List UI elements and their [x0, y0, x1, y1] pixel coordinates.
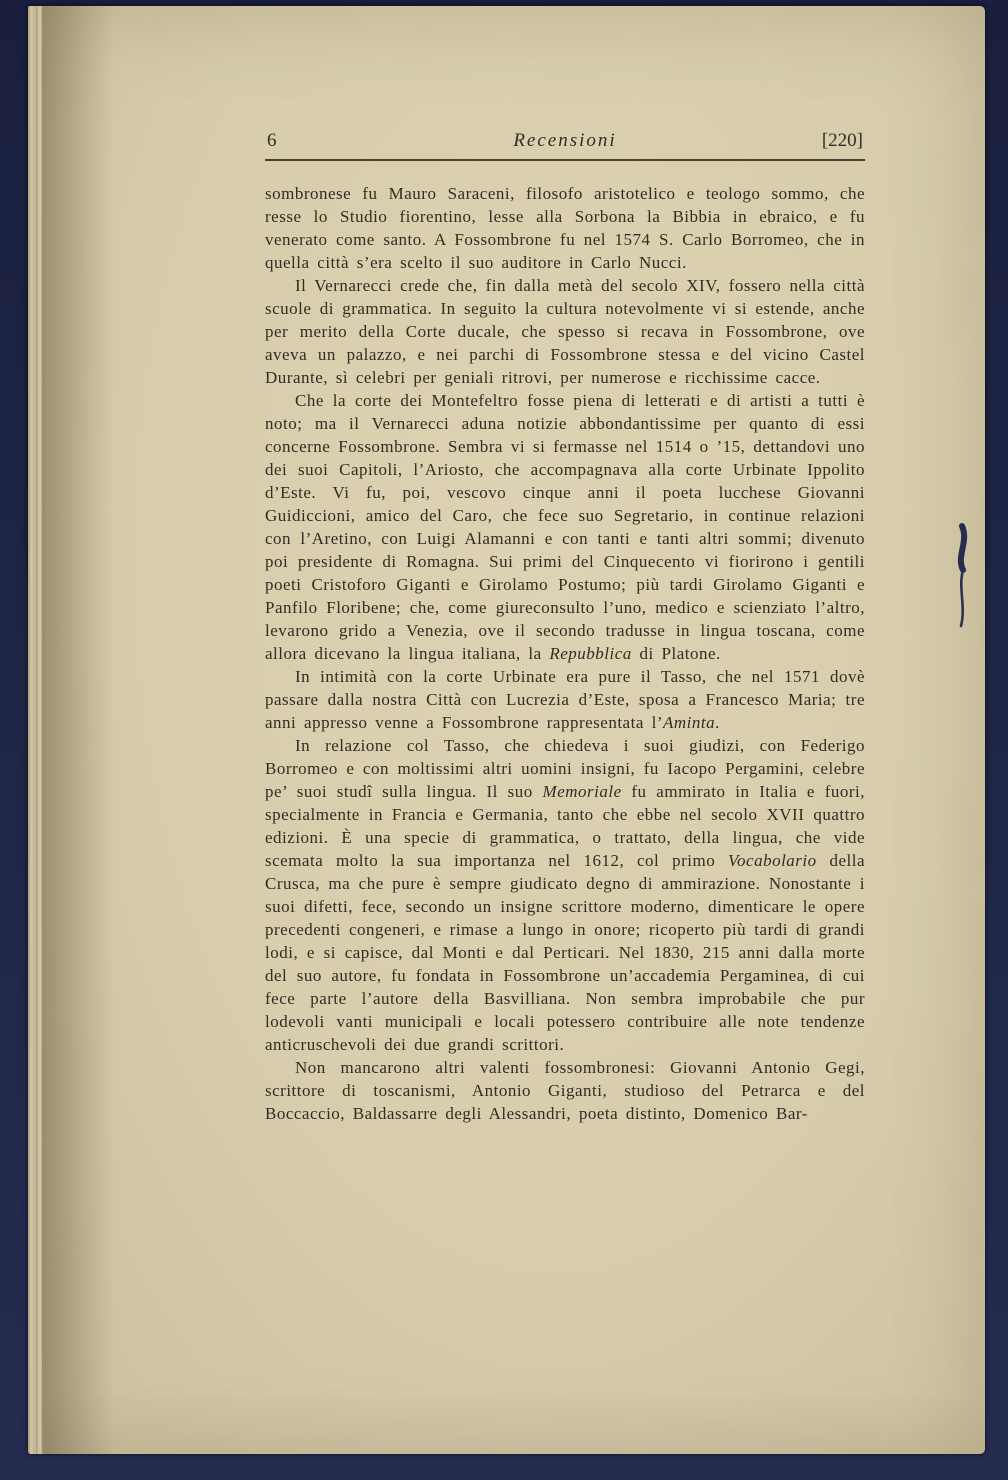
page-number: 6 — [267, 130, 277, 151]
italic-text: Memoriale — [542, 782, 622, 801]
paragraph — [265, 182, 865, 274]
page-body — [265, 182, 865, 1125]
body-text: In intimità con la corte Urbinate era pure il Tasso, che nel 1571 dovè passare dalla nostra Città con Lucrezia d’Este, sposa a Francesco Maria; tre anni appresso venne a Fossombrone rappresentata l’ — [265, 667, 865, 732]
paragraph — [265, 274, 865, 389]
body-text: Non mancarono altri valenti fossombronesi: Giovanni Antonio Gegi, scrittore di toscanismi, Antonio Giganti, studioso del Petrarca e del Boccaccio, Baldassarre degli Alessandri, poeta distinto, Domenico Bar- — [265, 1058, 865, 1123]
body-text: Il Vernarecci crede che, fin dalla metà del secolo XIV, fossero nella città scuole di grammatica. In seguito la cultura notevolmente vi si estende, anche per merito della Corte ducale, che spesso si recava in Fossombrone, ove aveva un palazzo, e nei parchi di Fossombrone stessa e del vicino Castel Durante, sì celebri per geniali ritrovi, per numerose e ricchissime cacce. — [265, 276, 865, 387]
page-reference: [220] — [821, 130, 863, 151]
body-text: della Crusca, ma che pure è sempre giudicato degno di ammirazione. Nonostante i suoi difetti, fece, secondo un insigne scrittore moderno, dimenticare le opere precedenti congeneri, e rimase a lungo in onore; ricoperto più tardi di grandi lodi, e si capisce, dal Monti e dal Perticari. Nel 1830, 215 anni dalla morte del suo autore, fu fondata in Fossombrone un’accademia Pergaminea, di cui fece parte l’autore della Basvilliana. Non sembra improbabile che pur lodevoli vanti municipali e locali potessero contribuire alle note tendenze anticruschevoli dei due grandi scrittori. — [265, 851, 865, 1054]
body-text: fu ammirato in Italia e fuori, specialmente in Francia e Germania, tanto che ebbe nel secolo XVII quattro edizioni. È una specie di grammatica, o trattato, della lingua, che vide scemata molto la sua importanza nel 1612, col primo — [265, 782, 865, 870]
binding-gutter-shadow — [42, 6, 114, 1454]
paragraph — [265, 665, 865, 734]
binding-thread-icon — [953, 522, 973, 630]
italic-text: Repubblica — [549, 644, 632, 663]
paragraph — [265, 734, 865, 1056]
body-text: In relazione col Tasso, che chiedeva i suoi giudizi, con Federigo Borromeo e con moltissimi altri uomini insigni, fu Iacopo Pergamini, celebre pe’ suoi studî sulla lingua. Il suo — [265, 736, 865, 801]
book-page — [28, 6, 985, 1454]
paragraph — [265, 1056, 865, 1125]
body-text: Che la corte dei Montefeltro fosse piena di letterati e di artisti a tutti è noto; ma il Vernarecci aduna notizie abbondantissime per quanto di essi concerne Fossombrone. Sembra vi si fermasse nel 1514 o ’15, dettandovi uno dei suoi Capitoli, l’Ariosto, che accompagnava alla corte Urbinate Ippolito d’Este. Vi fu, poi, vescovo cinque anni il poeta lucchese Giovanni Guidiccioni, amico del Caro, che fece suo Segretario, in continue relazioni con l’Aretino, con Luigi Alamanni e con tanti e tanti altri sommi; divenuto poi presidente di Romagna. Sui primi del Cinquecento vi fiorirono i gentili poeti Cristoforo Giganti e Girolamo Postumo; più tardi Girolamo Giganti e Panfilo Floribene; che, come giureconsulto l’uno, medico e scienziato l’altro, levarono grido a Venezia, ove il secondo tradusse in lingua toscana, come allora dicevano la lingua italiana, la — [265, 391, 865, 663]
text-column — [265, 130, 865, 1125]
paragraph — [265, 389, 865, 665]
italic-text: Aminta — [663, 713, 716, 732]
italic-text: Vocabolario — [728, 851, 817, 870]
body-text: sombronese fu Mauro Saraceni, filosofo aristotelico e teologo sommo, che resse lo Studio fiorentino, lesse alla Sorbona la Bibbia in ebraico, e fu venerato come santo. A Fossombrone fu nel 1574 S. Carlo Borromeo, che in quella città s’era scelto il suo auditore in Carlo Nucci. — [265, 184, 865, 272]
running-title: Recensioni — [513, 130, 617, 151]
body-text: . — [715, 713, 720, 732]
page-edge-stack — [28, 6, 44, 1454]
body-text: di Platone. — [631, 644, 721, 663]
page-header — [265, 130, 865, 161]
